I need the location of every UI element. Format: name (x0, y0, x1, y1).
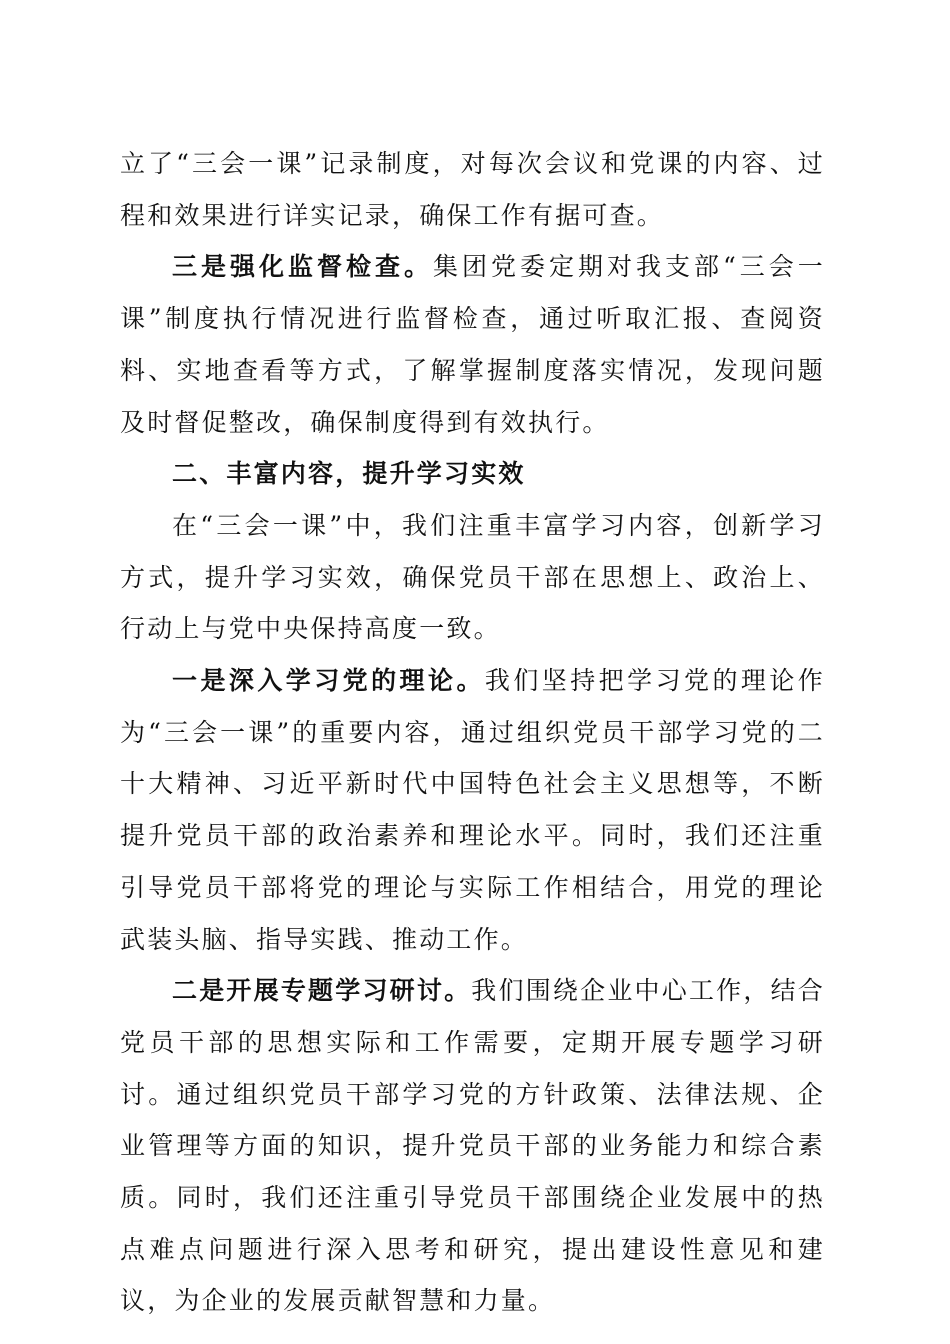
paragraph-supervision (120, 241, 825, 448)
paragraph-seminar (120, 965, 825, 1327)
paragraph-body: 集团党委定期对我支部“三会一课”制度执行情况进行监督检查，通过听取汇报、查阅资料、实地查看等方式，了解掌握制度落实情况，发现问题及时督促整改，确保制度得到有效执行。 (120, 252, 825, 437)
paragraph-lead: 一是深入学习党的理论。 (172, 666, 485, 696)
paragraph-body: 我们坚持把学习党的理论作为“三会一课”的重要内容，通过组织党员干部学习党的二十大精神、习近平新时代中国特色社会主义思想等，不断提升党员干部的政治素养和理论水平。同时，我们还注重引导党员干部将党的理论与实际工作相结合，用党的理论武装头脑、指导实践、推动工作。 (120, 666, 826, 954)
paragraph-body: 我们围绕企业中心工作，结合党员干部的思想实际和工作需要，定期开展专题学习研讨。通过组织党员干部学习党的方针政策、法律法规、企业管理等方面的知识，提升党员干部的业务能力和综合素质。同时，我们还注重引导党员干部围绕企业发展中的热点难点问题进行深入思考和研究，提出建设性意见和建议，为企业的发展贡献智慧和力量。 (120, 976, 825, 1316)
section-heading: 二、丰富内容，提升学习实效 (172, 459, 526, 489)
paragraph-intro: 在“三会一课”中，我们注重丰富学习内容，创新学习方式，提升学习实效，确保党员干部在思想上、政治上、行动上与党中央保持高度一致。 (120, 510, 825, 644)
paragraph-continuation: 立了“三会一课”记录制度，对每次会议和党课的内容、过程和效果进行详实记录，确保工作有据可查。 (120, 149, 825, 230)
document-page (120, 138, 825, 1327)
paragraph-lead: 三是强化监督检查。 (172, 252, 433, 282)
paragraph-lead: 二是开展专题学习研讨。 (172, 976, 472, 1006)
paragraph-theory (120, 655, 825, 965)
